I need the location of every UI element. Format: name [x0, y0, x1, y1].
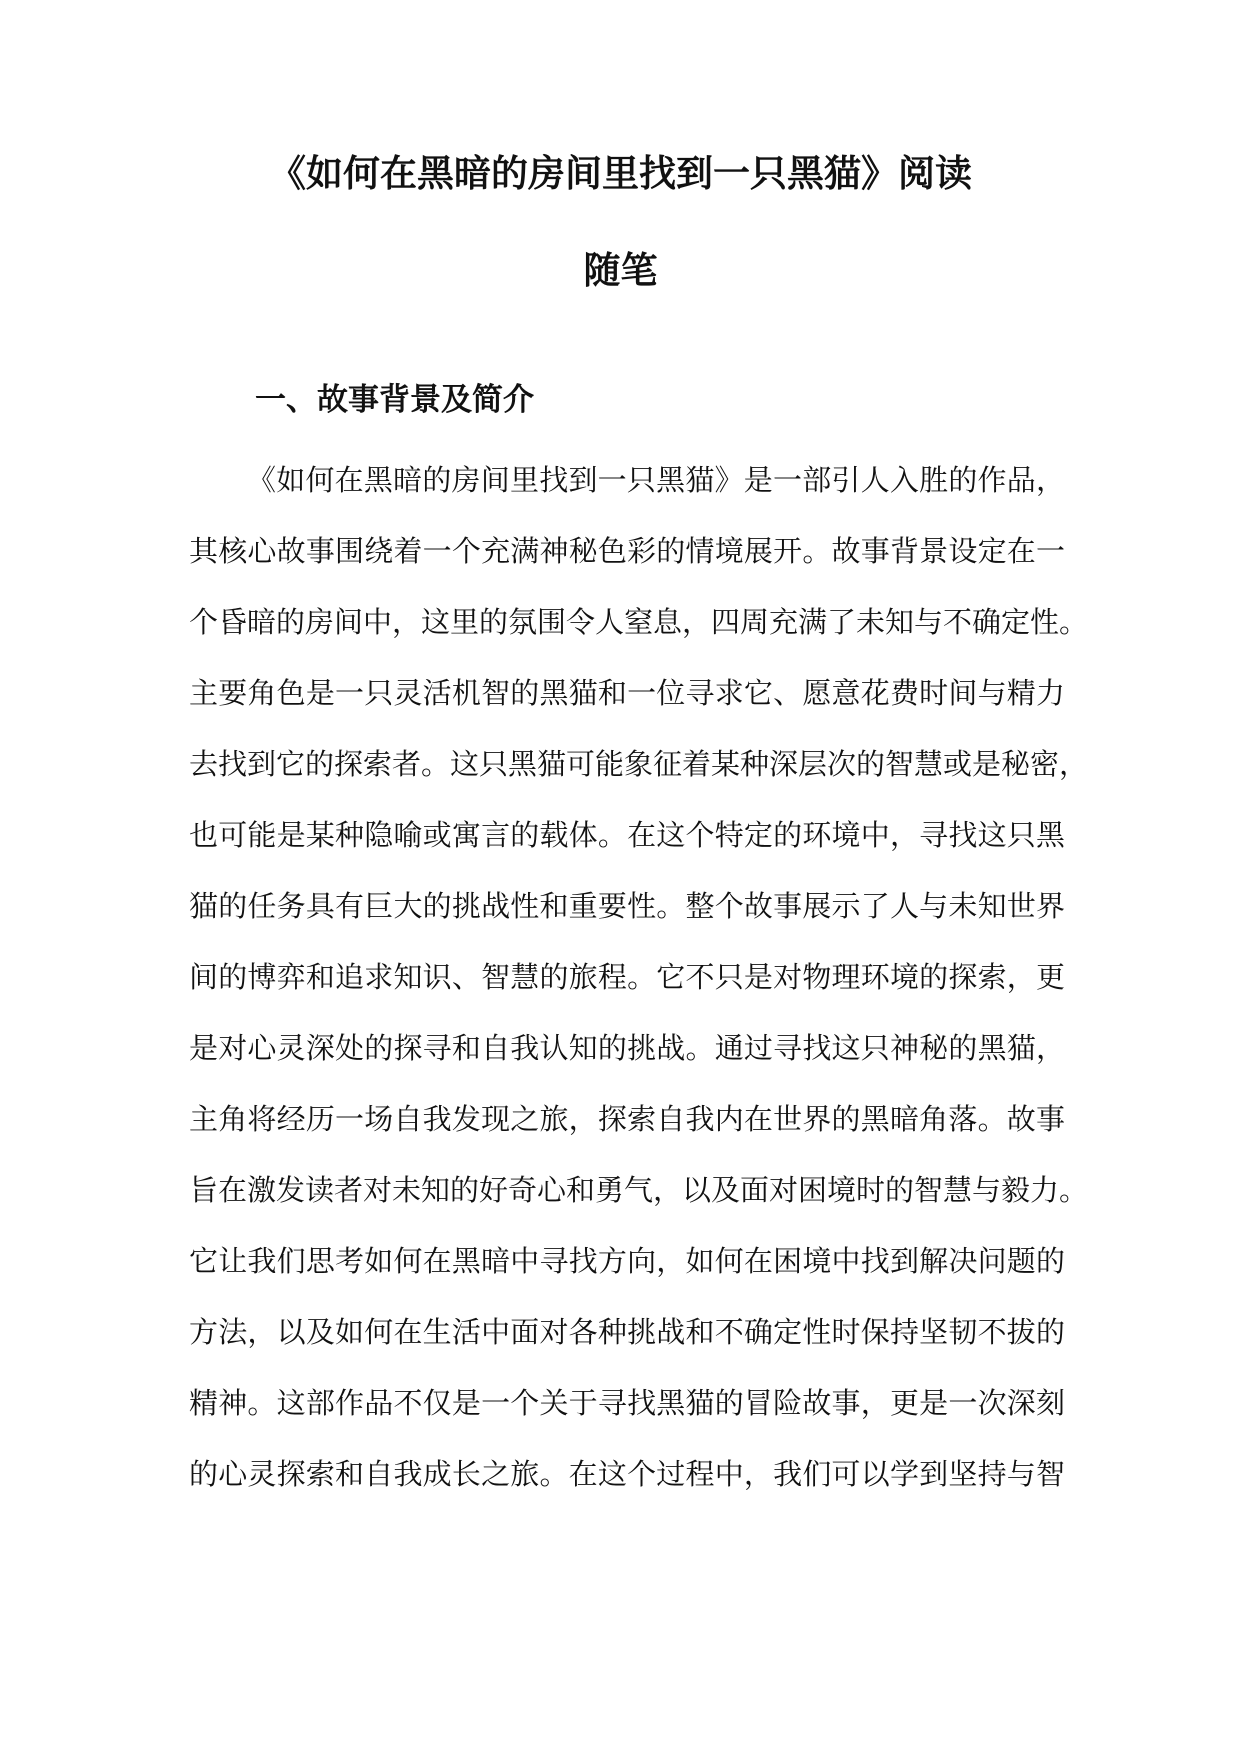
- paragraph-line: 个昏暗的房间中，这里的氛围令人窒息，四周充满了未知与不确定性。: [189, 605, 1089, 639]
- paragraph-line: 旨在激发读者对未知的好奇心和勇气，以及面对困境时的智慧与毅力。: [189, 1173, 1089, 1207]
- paragraph-line: 方法，以及如何在生活中面对各种挑战和不确定性时保持坚韧不拔的: [189, 1315, 1065, 1349]
- paragraph-line: 猫的任务具有巨大的挑战性和重要性。整个故事展示了人与未知世界: [189, 889, 1065, 923]
- paragraph-line: 是对心灵深处的探寻和自我认知的挑战。通过寻找这只神秘的黑猫，: [189, 1031, 1065, 1065]
- paragraph-line: 其核心故事围绕着一个充满神秘色彩的情境展开。故事背景设定在一: [189, 534, 1065, 568]
- paragraph-line: 精神。这部作品不仅是一个关于寻找黑猫的冒险故事，更是一次深刻: [189, 1386, 1065, 1420]
- document-title-line-2: 随笔: [583, 249, 658, 292]
- paragraph-line: 《如何在黑暗的房间里找到一只黑猫》是一部引人入胜的作品，: [247, 463, 1065, 497]
- document-title-line-1: 《如何在黑暗的房间里找到一只黑猫》阅读: [269, 152, 972, 195]
- paragraph-line: 的心灵探索和自我成长之旅。在这个过程中，我们可以学到坚持与智: [189, 1457, 1065, 1491]
- paragraph-line: 去找到它的探索者。这只黑猫可能象征着某种深层次的智慧或是秘密，: [189, 747, 1089, 781]
- paragraph-line: 主角将经历一场自我发现之旅，探索自我内在世界的黑暗角落。故事: [189, 1102, 1065, 1136]
- paragraph-line: 它让我们思考如何在黑暗中寻找方向，如何在困境中找到解决问题的: [189, 1244, 1065, 1278]
- paragraph-line: 间的博弈和追求知识、智慧的旅程。它不只是对物理环境的探索，更: [189, 960, 1065, 994]
- section-heading: 一、故事背景及简介: [255, 382, 534, 418]
- paragraph-line: 主要角色是一只灵活机智的黑猫和一位寻求它、愿意花费时间与精力: [189, 676, 1065, 710]
- paragraph-line: 也可能是某种隐喻或寓言的载体。在这个特定的环境中，寻找这只黑: [189, 818, 1065, 852]
